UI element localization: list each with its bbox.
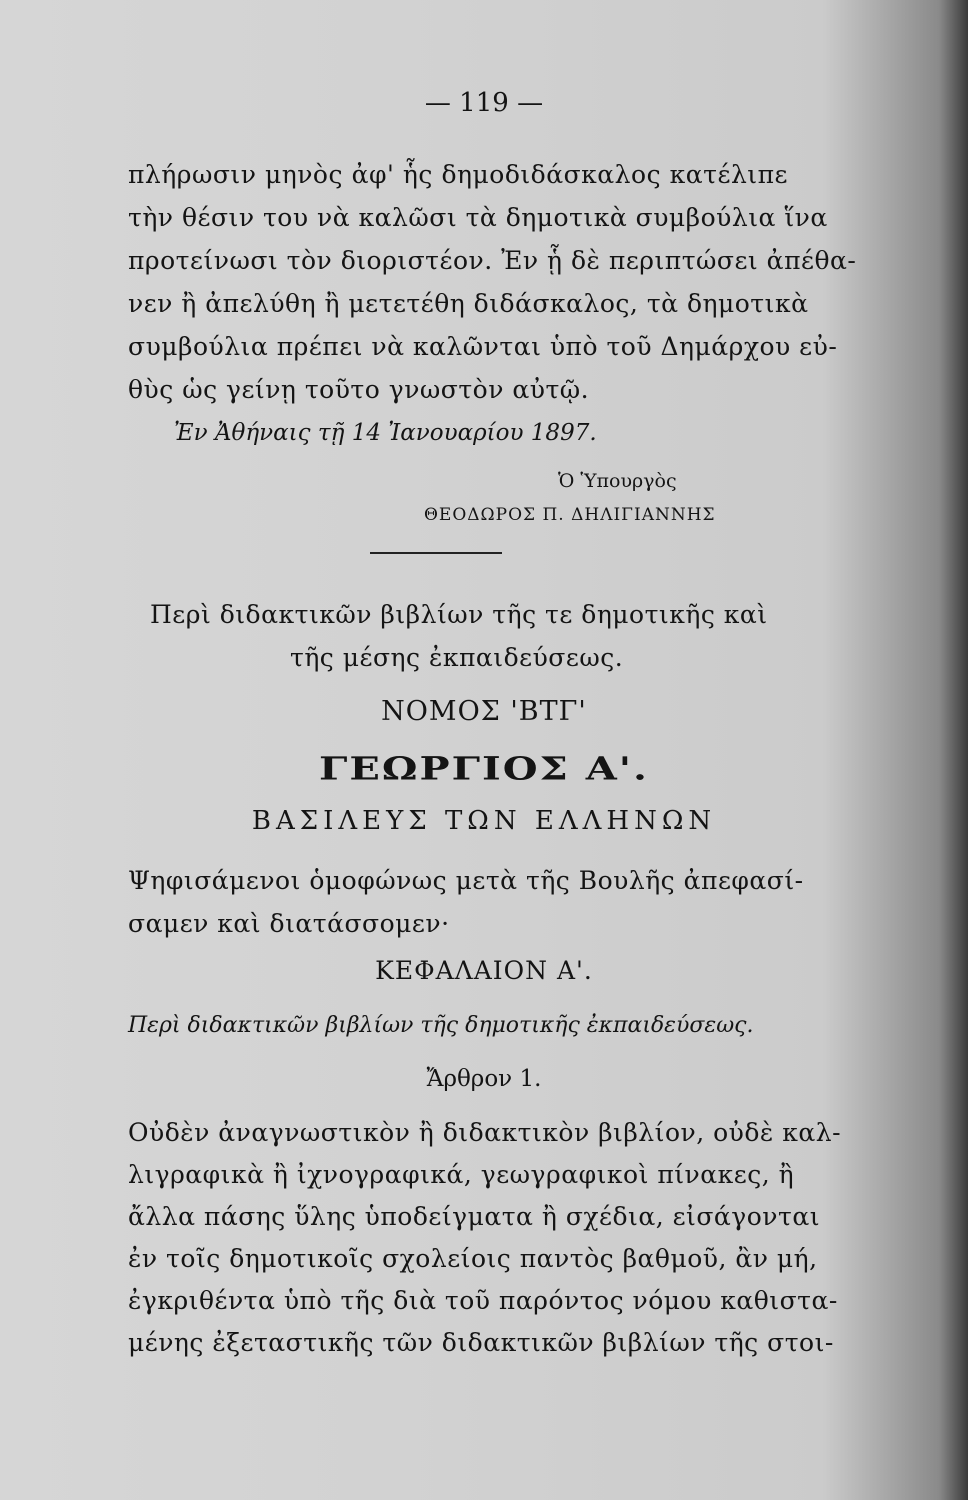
section-title-line: τῆς μέσης ἐκπαιδεύσεως. bbox=[290, 643, 624, 672]
article-line: λιγραφικὰ ἢ ἰχνογραφικά, γεωγραφικοὶ πίνακες, ἢ bbox=[128, 1160, 795, 1189]
paragraph-line: πλήρωσιν μηνὸς ἀφ' ἧς δημοδιδάσκαλος κατέλιπε bbox=[128, 160, 788, 189]
king-title: ΒΑΣΙΛΕΥΣ ΤΩΝ ΕΛΛΗΝΩΝ bbox=[251, 806, 717, 836]
paragraph-line: προτείνωσι τὸν διοριστέον. Ἐν ᾗ δὲ περιπτώσει ἀπέθα- bbox=[128, 246, 857, 275]
minister-title: Ὁ Ὑπουργὸς bbox=[558, 470, 677, 492]
page-number: — 119 — bbox=[424, 88, 544, 118]
paragraph-line: συμβούλια πρέπει νὰ καλῶνται ὑπὸ τοῦ Δημάρχου εὐ- bbox=[128, 332, 838, 361]
enactment-line: σαμεν καὶ διατάσσομεν· bbox=[128, 909, 450, 938]
article-line: ἐγκριθέντα ὑπὸ τῆς διὰ τοῦ παρόντος νόμου καθιστα- bbox=[128, 1286, 838, 1315]
article-title: Ἄρθρον 1. bbox=[426, 1066, 542, 1092]
date-line: Ἐν Ἀθήναις τῇ 14 Ἰανουαρίου 1897. bbox=[174, 420, 597, 446]
law-title: ΝΟΜΟΣ 'ΒΤΓ' bbox=[381, 696, 587, 727]
paragraph-line: τὴν θέσιν του νὰ καλῶσι τὰ δημοτικὰ συμβούλια ἵνα bbox=[128, 203, 828, 232]
king-name: ΓΕΩΡΓΙΟΣ Α'. bbox=[319, 749, 649, 788]
paragraph-line: νεν ἢ ἀπελύθη ἢ μετετέθη διδάσκαλος, τὰ δημοτικὰ bbox=[128, 289, 809, 318]
chapter-title: ΚΕΦΑΛΑΙΟΝ Α'. bbox=[375, 956, 593, 985]
article-line: ἄλλα πάσης ὕλης ὑποδείγματα ἢ σχέδια, εἰσάγονται bbox=[128, 1202, 821, 1231]
paragraph-line: θὺς ὡς γείνῃ τοῦτο γνωστὸν αὐτῷ. bbox=[128, 375, 590, 404]
article-line: μένης ἐξεταστικῆς τῶν διδακτικῶν βιβλίων τῆς στοι- bbox=[128, 1328, 834, 1357]
article-line: ἐν τοῖς δημοτικοῖς σχολείοις παντὸς βαθμοῦ, ἂν μή, bbox=[128, 1244, 818, 1273]
chapter-subtitle: Περὶ διδακτικῶν βιβλίων τῆς δημοτικῆς ἐκπαιδεύσεως. bbox=[128, 1013, 754, 1038]
section-title-line: Περὶ διδακτικῶν βιβλίων τῆς τε δημοτικῆς καὶ bbox=[150, 600, 768, 629]
enactment-line: Ψηφισάμενοι ὁμοφώνως μετὰ τῆς Βουλῆς ἀπεφασί- bbox=[128, 866, 804, 895]
minister-name: ΘΕΟΔΩΡΟΣ Π. ΔΗΛΙΓΙΑΝΝΗΣ bbox=[424, 505, 716, 525]
article-line: Οὐδὲν ἀναγνωστικὸν ἢ διδακτικὸν βιβλίον, οὐδὲ καλ- bbox=[128, 1118, 842, 1147]
separator-rule bbox=[370, 552, 502, 554]
